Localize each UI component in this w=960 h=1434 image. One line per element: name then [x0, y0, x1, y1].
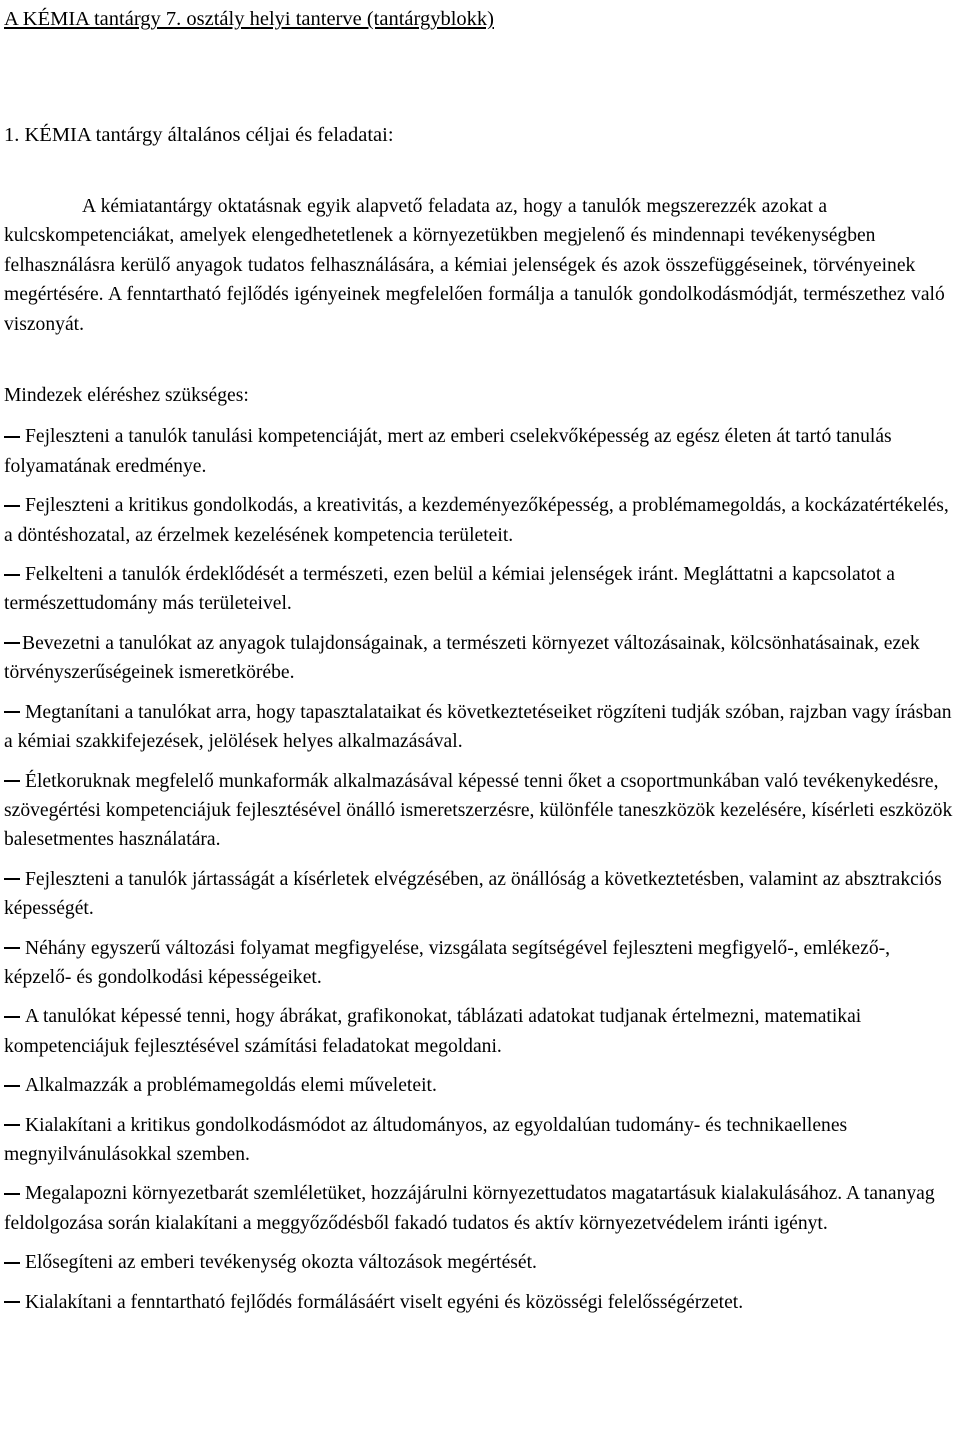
- list-item: [4, 422, 956, 481]
- list-item-text: Életkoruknak megfelelő munkaformák alkalmazásával képessé tenni őket a csoportmunkában való tevékenykedésre, szövegértési kompetenciájuk fejlesztésével önálló ismeretszerzésre, különféle taneszközök kezelésére, kísérleti eszközök balesetmentes használatára.: [4, 770, 953, 851]
- list-item: [4, 865, 956, 924]
- dash-bullet-icon: [4, 1301, 20, 1303]
- list-item: [4, 1179, 956, 1238]
- dash-bullet-icon: [4, 436, 20, 438]
- list-item: [4, 1248, 956, 1277]
- list-item-text: Alkalmazzák a problémamegoldás elemi műveleteit.: [25, 1075, 437, 1097]
- list-item: [4, 934, 956, 993]
- dash-bullet-icon: [4, 1193, 20, 1195]
- dash-bullet-icon: [4, 711, 20, 713]
- dash-bullet-icon: [4, 780, 20, 782]
- section-heading: 1. KÉMIA tantárgy általános céljai és feladatai:: [4, 124, 394, 146]
- list-item-text: Fejleszteni a tanulók jártasságát a kísérletek elvégzésében, az önállóság a következtetésben, valamint az absztrakciós képességét.: [4, 868, 942, 920]
- list-item-text: Fejleszteni a kritikus gondolkodás, a kreativitás, a kezdeményezőképesség, a problémamegoldás, a kockázatértékelés, a döntéshozatal, az érzelmek kezelésének kompetencia területeit.: [4, 495, 949, 546]
- list-item-text: Néhány egyszerű változási folyamat megfigyelése, vizsgálata segítségével fejleszteni megfigyelő-, emlékező-, képzelő- és gondolkodási képességeiket.: [4, 937, 891, 988]
- list-item-text: A tanulókat képessé tenni, hogy ábrákat, grafikonokat, táblázati adatokat tudjanak értelmezni, matematikai kompetenciájuk fejlesztésével számítási feladatokat megoldani.: [4, 1006, 862, 1057]
- dash-bullet-icon: [4, 878, 20, 880]
- list-item-text: Megalapozni környezetbarát szemléletüket, hozzájárulni környezettudatos magatartásuk kialakulásához. A tananyag feldolgozása során kialakítani a meggyőződésből fakadó tudatos és aktív környezetvédelem iránti igényt.: [4, 1183, 935, 1234]
- list-item: [4, 767, 956, 855]
- dash-bullet-icon: [4, 574, 20, 576]
- list-item-text: Elősegíteni az emberi tevékenység okozta változások megértését.: [25, 1252, 537, 1274]
- list-item-text: Megtanítani a tanulókat arra, hogy tapasztalataikat és következtetéseiket rögzíteni tudják szóban, rajzban vagy írásban a kémiai szakkifejezések, jelölések helyes alkalmazásával.: [4, 701, 952, 753]
- list-item: [4, 1288, 956, 1317]
- list-item: [4, 1002, 956, 1061]
- dash-bullet-icon: [4, 1016, 20, 1018]
- dash-bullet-icon: [4, 1262, 20, 1264]
- dash-bullet-icon: [4, 505, 20, 507]
- list-item-text: Kialakítani a fenntartható fejlődés formálásáért viselt egyéni és közösségi felelősségérzetet.: [25, 1291, 744, 1313]
- intro-paragraph: A kémiatantárgy oktatásnak egyik alapvető feladata az, hogy a tanulók megszerezzék azokat a kulcskompetenciákat, amelyek elengedhetetlenek a környezetükben megjelenő és mindennapi tevékenységben felhasználásra kerülő anyagok tudatos felhasználására, a kémiai jelenségek és azok összefüggéseinek, törvényeinek megértésére. A fenntartható fejlődés igényeinek megfelelően formálja a tanulók gondolkodásmódját, természethez való viszonyát.: [4, 196, 945, 335]
- dash-bullet-icon: [4, 947, 20, 949]
- list-item-text: Kialakítani a kritikus gondolkodásmódot az áltudományos, az egyoldalúan tudomány- és technikaellenes megnyilvánulásokkal szemben.: [4, 1114, 848, 1165]
- list-item: [4, 1111, 956, 1170]
- list-item: [4, 629, 956, 688]
- list-item-text: Fejleszteni a tanulók tanulási kompetenciáját, mert az emberi cselekvőképesség az egész életen át tartó tanulás folyamatának eredménye.: [4, 426, 892, 477]
- list-item: [4, 1071, 956, 1100]
- list-item: [4, 491, 956, 550]
- list-item-text: Felkelteni a tanulók érdeklődését a természeti, ezen belül a kémiai jelenségek iránt. Megláttatni a kapcsolatot a természettudomány más területeivel.: [4, 564, 895, 615]
- dash-bullet-icon: [4, 1085, 20, 1087]
- list-item-text: Bevezetni a tanulókat az anyagok tulajdonságainak, a természeti környezet változásainak, kölcsönhatásainak, ezek törvényszerűségeinek ismeretkörébe.: [4, 632, 920, 684]
- document-title: A KÉMIA tantárgy 7. osztály helyi tanterve (tantárgyblokk): [4, 8, 494, 30]
- dash-bullet-icon: [4, 1124, 20, 1126]
- list-item: [4, 560, 956, 619]
- dash-bullet-icon: [4, 642, 20, 644]
- list-lead: Mindezek eléréshez szükséges:: [4, 385, 249, 407]
- list-item: [4, 698, 956, 757]
